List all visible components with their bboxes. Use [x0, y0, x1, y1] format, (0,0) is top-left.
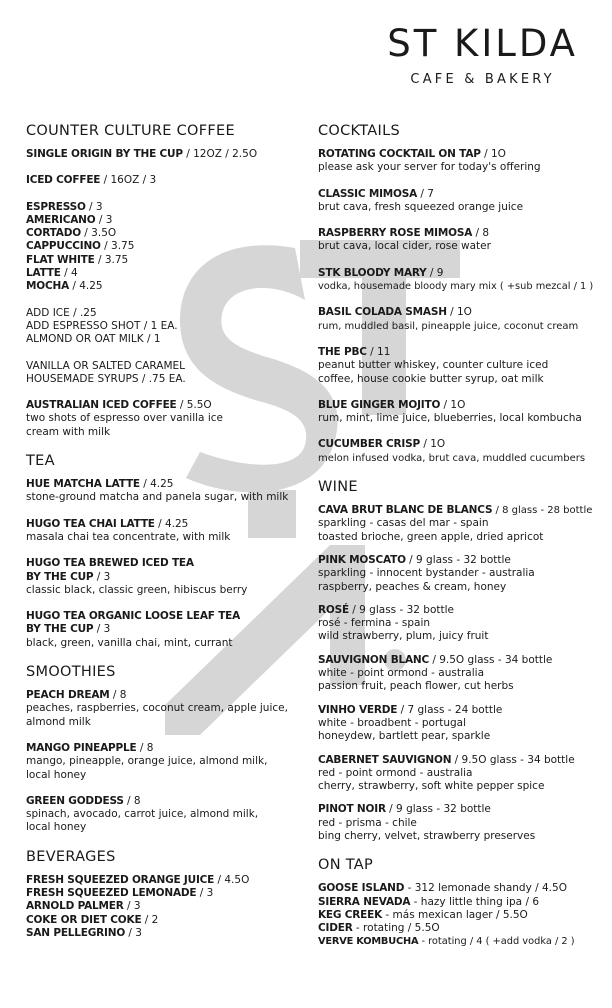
menu-item: [318, 267, 608, 294]
item-price: / 1O: [480, 148, 506, 160]
item-price: / 9 glass - 32 bottle: [385, 803, 491, 816]
section-title-wine: WINE: [318, 479, 358, 496]
menu-item: [318, 399, 608, 426]
item-price: / 9 glass - 32 bottle: [405, 553, 511, 566]
menu-item: [26, 254, 306, 267]
item-name: ARNOLD PALMER: [26, 900, 124, 913]
menu-item: [318, 188, 608, 215]
section-title-tea: TEA: [26, 453, 55, 470]
menu-item: [318, 504, 608, 544]
left-menu-column: [26, 122, 306, 940]
menu-item: [26, 900, 306, 913]
item-price: / 2: [141, 913, 159, 926]
item-name: CORTADO: [26, 227, 81, 240]
item-name: GREEN GODDESS: [26, 794, 124, 807]
item-name: MOCHA: [26, 280, 69, 293]
menu-item: [318, 803, 608, 843]
menu-item: [318, 935, 608, 948]
item-name: HUGO TEA ORGANIC LOOSE LEAF TEA: [26, 610, 241, 623]
menu-item: [318, 704, 608, 744]
item-price: / 3: [125, 926, 142, 939]
menu-item: [318, 148, 608, 175]
addon-text: ALMOND OR OAT MILK / 1: [26, 333, 161, 346]
item-notes: honeydew, bartlett pear, sparkle: [318, 730, 491, 743]
addon-text: ADD ICE / .25: [26, 306, 97, 319]
menu-item: [318, 882, 608, 895]
item-name: VINHO VERDE: [318, 703, 398, 716]
menu-item: [318, 554, 608, 594]
menu-item: [318, 922, 608, 935]
item-description: classic black, classic green, hibiscus berry: [26, 583, 248, 596]
item-name: KEG CREEK: [318, 908, 383, 921]
section-title-coffee: COUNTER CULTURE COFFEE: [26, 123, 235, 139]
item-details: - rotating / 4 ( +add vodka / 2 ): [418, 936, 575, 948]
menu-item: [318, 604, 608, 644]
menu-item: [26, 174, 306, 187]
menu-item: [26, 214, 306, 227]
item-description: rum, mint, lime juice, blueberries, local kombucha: [318, 412, 582, 425]
menu-item: [318, 754, 608, 794]
item-description: brut cava, local cider, rose water: [318, 240, 491, 253]
section-title-beverages: BEVERAGES: [26, 848, 116, 865]
item-name: PEACH DREAM: [26, 689, 110, 702]
item-name: BLUE GINGER MOJITO: [318, 398, 441, 411]
item-name: LATTE: [26, 267, 61, 280]
item-price: / 8: [123, 794, 141, 807]
menu-item: [26, 914, 306, 927]
item-name: AUSTRALIAN ICED COFFEE: [26, 399, 177, 412]
item-price: / 8: [109, 689, 127, 702]
item-price: / 3: [123, 900, 141, 913]
item-price: / 16OZ / 3: [100, 174, 157, 187]
item-name: SINGLE ORIGIN BY THE CUP: [26, 148, 183, 160]
item-name: ICED COFFEE: [26, 174, 101, 187]
menu-item: [318, 896, 608, 909]
menu-item: [26, 927, 306, 940]
item-description: masala chai tea concentrate, with milk: [26, 530, 231, 543]
item-price: / 7: [417, 187, 434, 200]
item-notes: toasted brioche, green apple, dried apricot: [318, 530, 544, 543]
item-price: / 3: [95, 213, 113, 226]
item-notes: cherry, strawberry, soft white pepper spice: [318, 780, 545, 793]
item-price: / 1O: [446, 306, 472, 319]
item-name: BASIL COLADA SMASH: [318, 306, 447, 319]
menu-item: [26, 267, 306, 280]
item-name: HUGO TEA CHAI LATTE: [26, 517, 155, 530]
item-notes: raspberry, peaches & cream, honey: [318, 580, 507, 593]
menu-item: [26, 610, 306, 650]
menu-item: [26, 689, 306, 729]
item-origin: red - prisma - chile: [318, 816, 417, 829]
item-name: MANGO PINEAPPLE: [26, 741, 137, 754]
item-origin: white - point ormond - australia: [318, 667, 485, 680]
menu-item: [26, 201, 306, 214]
menu-item: [318, 346, 608, 386]
menu-item: [26, 518, 306, 545]
menu-item: [318, 306, 608, 333]
menu-item: [26, 148, 306, 161]
item-origin: white - broadbent - portugal: [318, 716, 467, 729]
item-name: COKE OR DIET COKE: [26, 913, 142, 926]
item-name: STK BLOODY MARY: [318, 266, 427, 279]
item-name: CAVA BRUT BLANC DE BLANCS: [318, 504, 493, 517]
menu-item: [26, 887, 306, 900]
item-name: SAUVIGNON BLANC: [318, 653, 430, 666]
item-price: / 9.5O glass - 34 bottle: [451, 753, 575, 766]
brand-logo: [387, 22, 578, 87]
item-name: FLAT WHITE: [26, 253, 95, 266]
menu-item: [26, 874, 306, 887]
item-notes: wild strawberry, plum, juicy fruit: [318, 630, 489, 643]
item-price: / 9 glass - 32 bottle: [348, 603, 455, 616]
menu-item: [318, 227, 608, 254]
section-title-on-tap: ON TAP: [318, 857, 374, 874]
item-details: - 312 lemonade shandy / 4.5O: [404, 882, 567, 895]
item-name: ROSÉ: [318, 603, 349, 616]
item-origin: sparkling - innocent bystander - australia: [318, 567, 535, 580]
item-price: / 12OZ / 2.5O: [182, 148, 258, 160]
item-price: / 11: [366, 345, 391, 358]
item-name: CLASSIC MIMOSA: [318, 187, 418, 200]
item-price: / 4.25: [154, 517, 189, 530]
item-name: PINK MOSCATO: [318, 553, 406, 566]
item-name: SIERRA NEVADA: [318, 895, 411, 908]
menu-item: [26, 227, 306, 240]
item-details: - más mexican lager / 5.5O: [382, 908, 528, 921]
menu-item: [318, 438, 608, 465]
item-notes: bing cherry, velvet, strawberry preserves: [318, 829, 536, 842]
item-name: CUCUMBER CRISP: [318, 438, 420, 451]
item-details: - hazy little thing ipa / 6: [410, 895, 539, 908]
item-price: / 3: [85, 200, 103, 213]
item-description: brut cava, fresh squeezed orange juice: [318, 200, 524, 213]
item-price: / 8: [136, 741, 154, 754]
item-description: vodka, housemade bloody mary mix ( +sub mezcal / 1 ): [318, 281, 594, 293]
item-price: / 4.25: [69, 280, 103, 293]
item-name: HUE MATCHA LATTE: [26, 478, 140, 491]
menu-item: [26, 399, 306, 439]
menu-item: [26, 280, 306, 293]
menu-item: [318, 654, 608, 694]
item-name: ROTATING COCKTAIL ON TAP: [318, 148, 481, 160]
item-price: / 3.75: [94, 253, 129, 266]
item-price: / 4: [60, 267, 78, 280]
brand-name: ST KILDA: [387, 22, 578, 65]
menu-item: [26, 478, 306, 505]
item-price: / 8 glass - 28 bottle: [492, 505, 593, 517]
item-description: please ask your server for today's offering: [318, 161, 541, 174]
section-title-cocktails: COCKTAILS: [318, 123, 400, 139]
item-name: THE PBC: [318, 345, 367, 358]
right-menu-column: [318, 122, 608, 949]
item-name: GOOSE ISLAND: [318, 882, 405, 895]
item-origin: rosé - fermina - spain: [318, 617, 431, 630]
item-description: stone-ground matcha and panela sugar, with milk: [26, 491, 289, 504]
item-name: AMERICANO: [26, 213, 96, 226]
item-name: FRESH SQUEEZED ORANGE JUICE: [26, 873, 215, 886]
menu-item: [26, 795, 306, 835]
item-name: CAPPUCCINO: [26, 240, 101, 253]
syrup-text: HOUSEMADE SYRUPS / .75 EA.: [26, 372, 186, 385]
item-price: / 4.25: [139, 478, 174, 491]
item-price: / 4.5O: [214, 873, 250, 886]
item-name: PINOT NOIR: [318, 803, 386, 816]
item-name: SAN PELLEGRINO: [26, 926, 126, 939]
menu-item: [26, 742, 306, 782]
item-description: mango, pineapple, orange juice, almond milk, local honey: [26, 755, 268, 781]
item-price: / 1O: [440, 398, 466, 411]
item-price: / 1O: [420, 438, 446, 451]
item-name: HUGO TEA BREWED ICED TEA: [26, 557, 194, 570]
menu-item: [26, 557, 306, 597]
item-name: VERVE KOMBUCHA: [318, 936, 419, 948]
item-name: RASPBERRY ROSE MIMOSA: [318, 227, 473, 240]
section-title-smoothies: SMOOTHIES: [26, 664, 116, 681]
item-price: / 9.5O glass - 34 bottle: [429, 653, 553, 666]
item-details: - rotating / 5.5O: [352, 922, 440, 935]
menu-item: [26, 240, 306, 253]
item-description: spinach, avocado, carrot juice, almond milk, local honey: [26, 808, 259, 834]
item-price: / 3.75: [100, 240, 135, 253]
item-description: rum, muddled basil, pineapple juice, coconut cream: [318, 320, 579, 332]
item-description: peanut butter whiskey, counter culture iced coffee, house cookie butter syrup, oat milk: [318, 359, 549, 385]
item-name-line2: BY THE CUP: [26, 623, 94, 636]
item-description: black, green, vanilla chai, mint, currant: [26, 636, 233, 649]
item-notes: passion fruit, peach flower, cut herbs: [318, 680, 514, 693]
item-price: / 7 glass - 24 bottle: [397, 703, 503, 716]
brand-subtitle: CAFE & BAKERY: [410, 72, 555, 87]
item-price: / 8: [472, 227, 490, 240]
syrup-text: VANILLA OR SALTED CARAMEL: [26, 359, 186, 372]
item-name: FRESH SQUEEZED LEMONADE: [26, 886, 197, 899]
item-origin: red - point ormond - australia: [318, 766, 473, 779]
item-description: peaches, raspberries, coconut cream, apple juice, almond milk: [26, 702, 288, 728]
item-origin: sparkling - casas del mar - spain: [318, 517, 489, 530]
item-price: / 3: [93, 570, 111, 583]
item-price: / 3: [93, 623, 111, 636]
item-description: melon infused vodka, brut cava, muddled cucumbers: [318, 452, 586, 464]
item-price: / 5.5O: [176, 399, 212, 412]
item-name: CABERNET SAUVIGNON: [318, 753, 452, 766]
item-name: CIDER: [318, 922, 353, 935]
item-price: / 3.5O: [80, 227, 117, 240]
item-name-line2: BY THE CUP: [26, 570, 94, 583]
item-description: two shots of espresso over vanilla ice cream with milk: [26, 412, 223, 438]
item-price: / 3: [196, 886, 214, 899]
addon-text: ADD ESPRESSO SHOT / 1 EA.: [26, 319, 178, 332]
menu-item: [318, 909, 608, 922]
item-name: ESPRESSO: [26, 200, 86, 213]
item-price: / 9: [426, 266, 444, 279]
